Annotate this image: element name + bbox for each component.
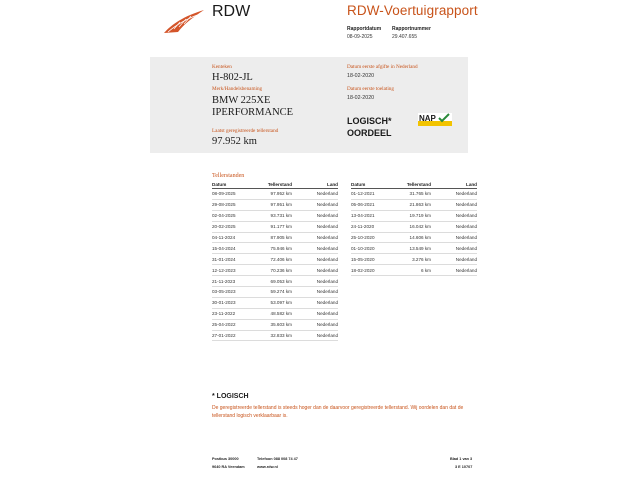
table-row [212,254,338,265]
odometer-column-header: Tellerstand [399,181,431,189]
reading-date: 13-04-2021 [351,210,399,221]
reading-date: 01-10-2020 [351,243,399,254]
footer-website[interactable]: www.rdw.nl [257,465,278,469]
reading-km: 19.719 km [399,210,431,221]
reading-date: 30-01-2023 [212,297,260,308]
reading-date: 21-11-2023 [212,276,260,287]
reading-date: 24-11-2020 [351,221,399,232]
odometer-section-title: Tellerstanden [212,173,245,179]
reading-country: Nederland [292,265,338,276]
reading-km: 32.833 km [260,330,292,341]
reading-date: 05-06-2021 [351,199,399,210]
reading-km: 97.951 km [260,199,292,210]
footer-city: 9640 RA Veendam [212,465,245,469]
report-date: 08-09-2025 [347,34,373,40]
reading-country: Nederland [431,199,477,210]
table-header-row [351,181,477,189]
reading-country: Nederland [292,232,338,243]
reading-country: Nederland [292,276,338,287]
reading-date: 01-12-2021 [351,189,399,200]
reading-km: 91.177 km [260,221,292,232]
reading-country: Nederland [431,254,477,265]
reading-km: 75.946 km [260,243,292,254]
reading-km: 59.274 km [260,287,292,298]
reading-country: Nederland [292,221,338,232]
last-odometer-label: Laatst geregistreerde tellerstand [212,128,279,134]
reading-date: 31-01-2024 [212,254,260,265]
reading-date: 20-02-2025 [212,221,260,232]
date-column-header: Datum [212,181,260,189]
make-line-2: IPERFORMANCE [212,107,294,118]
verdict-line-1: LOGISCH* [347,116,392,126]
reading-date: 15-04-2024 [212,243,260,254]
reading-date: 29-08-2025 [212,199,260,210]
country-column-header: Land [292,181,338,189]
reading-km: 14.606 km [399,232,431,243]
reading-date: 25-04-2022 [212,319,260,330]
reading-date: 25-10-2020 [351,232,399,243]
reading-km: 72.406 km [260,254,292,265]
table-row [212,276,338,287]
reading-km: 31.765 km [399,189,431,200]
reading-country: Nederland [292,287,338,298]
table-row [351,232,477,243]
odometer-table-left [212,181,338,341]
table-row [212,189,338,200]
table-row [351,243,477,254]
reading-country: Nederland [431,243,477,254]
reading-country: Nederland [292,199,338,210]
reading-date: 02-04-2025 [212,210,260,221]
reading-country: Nederland [292,330,338,341]
odometer-table-right [351,181,477,276]
reading-country: Nederland [292,319,338,330]
reading-country: Nederland [292,189,338,200]
reading-km: 3.276 km [399,254,431,265]
first-registration-date: 18-02-2020 [347,95,375,101]
first-admission-label: Datum eerste afgifte in Nederland [347,64,418,70]
table-row [212,330,338,341]
license-plate: H-802-JL [212,72,253,83]
rdw-logo-icon [162,8,206,34]
first-registration-label: Datum eerste toelating [347,86,394,92]
reading-country: Nederland [292,243,338,254]
table-row [351,254,477,265]
reading-km: 13.549 km [399,243,431,254]
reading-km: 93.731 km [260,210,292,221]
table-row [351,265,477,276]
reading-country: Nederland [431,189,477,200]
reading-date: 12-12-2023 [212,265,260,276]
verdict-line-2: OORDEEL [347,128,392,138]
table-row [212,210,338,221]
reading-km: 48.582 km [260,308,292,319]
reading-date: 03-05-2023 [212,287,260,298]
table-row [351,210,477,221]
report-date-label: Rapportdatum [347,26,382,32]
footer-postbus: Postbus 30000 [212,457,239,461]
table-row [351,221,477,232]
plate-label: Kenteken [212,64,232,70]
reading-date: 18-02-2020 [351,265,399,276]
table-row [212,319,338,330]
reading-km: 35.603 km [260,319,292,330]
vehicle-summary-panel [150,57,468,153]
reading-km: 53.097 km [260,297,292,308]
reading-km: 21.863 km [399,199,431,210]
reading-km: 6 km [399,265,431,276]
table-row [351,199,477,210]
document-title: RDW-Voertuigrapport [347,3,478,18]
table-row [212,287,338,298]
reading-km: 69.053 km [260,276,292,287]
table-row [212,232,338,243]
reading-country: Nederland [292,297,338,308]
report-number: 29.407.655 [392,34,418,40]
logisch-explanation-text: De geregistreerde tellerstand is steeds hoger dan de daarvoor geregistreerde tellerstand. Wij oordelen dan dat de tellerstand logisch verklaarbaar is. [212,405,464,419]
first-admission-date: 18-02-2020 [347,73,375,79]
reading-km: 97.952 km [260,189,292,200]
table-row [212,199,338,210]
footer-doc-code: 3 E 10707 [455,465,473,469]
reading-date: 23-11-2022 [212,308,260,319]
table-row [212,308,338,319]
logisch-explanation-title: * LOGISCH [212,393,249,400]
reading-km: 16.042 km [399,221,431,232]
reading-country: Nederland [292,254,338,265]
reading-date: 04-11-2024 [212,232,260,243]
reading-date: 08-09-2025 [212,189,260,200]
table-row [351,189,477,200]
reading-country: Nederland [431,210,477,221]
nap-logo-icon [418,113,452,126]
footer-phone: Telefoon 088 008 74 47 [257,457,298,461]
footer-page-number: Blad 1 van 3 [450,457,473,461]
country-column-header: Land [431,181,477,189]
last-odometer-value: 97.952 km [212,136,257,147]
table-row [212,265,338,276]
make-line-1: BMW 225XE [212,95,271,106]
reading-country: Nederland [292,210,338,221]
odometer-column-header: Tellerstand [260,181,292,189]
nap-logo-text: NAP [419,114,436,123]
reading-km: 87.905 km [260,232,292,243]
reading-country: Nederland [431,265,477,276]
reading-date: 15-05-2020 [351,254,399,265]
reading-date: 27-01-2022 [212,330,260,341]
table-row [212,243,338,254]
date-column-header: Datum [351,181,399,189]
reading-country: Nederland [292,308,338,319]
report-number-label: Rapportnummer [392,26,431,32]
table-row [212,221,338,232]
reading-country: Nederland [431,221,477,232]
make-label: Merk/Handelsbenaming [212,86,263,92]
table-row [212,297,338,308]
table-header-row [212,181,338,189]
reading-km: 70.236 km [260,265,292,276]
brand-name: RDW [212,3,251,20]
reading-country: Nederland [431,232,477,243]
